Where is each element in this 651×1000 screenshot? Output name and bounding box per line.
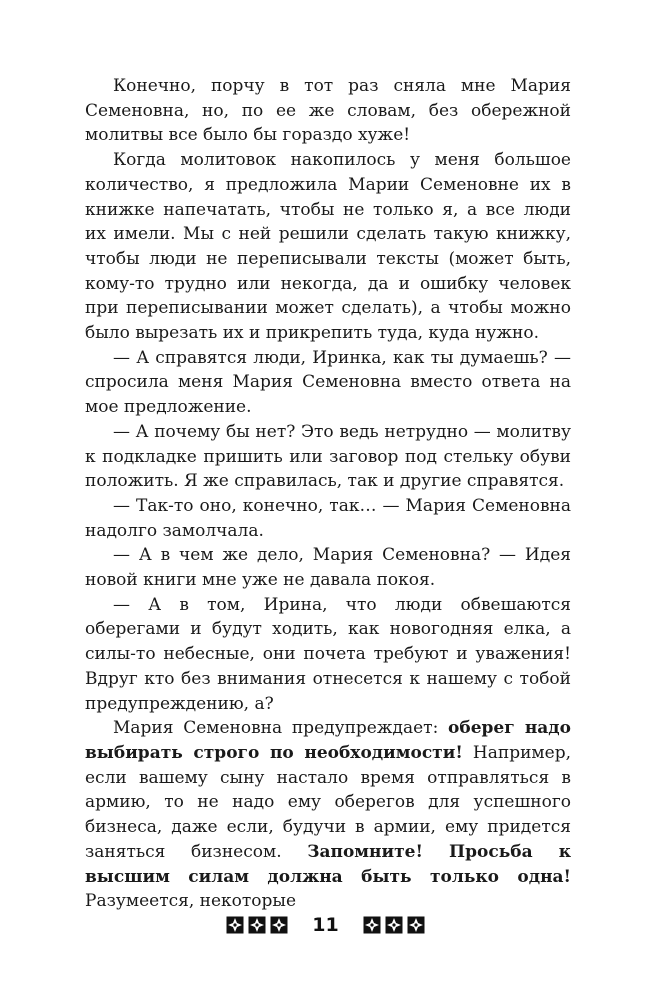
bold-warning-text: оберег надо выбирать строго по необходимости!: [85, 718, 571, 763]
text-run: Конечно, порчу в тот раз сняла мне Мария Семеновна, но, по ее же словам, без обережной молитвы все было бы гораздо хуже!: [85, 76, 571, 146]
paragraph: [85, 593, 571, 717]
paragraph: [85, 74, 571, 148]
text-run: — Так-то оно, конечно, так… — Мария Семеновна надолго замолчала.: [85, 495, 571, 541]
ornamental-square-icon: [226, 916, 244, 934]
ornamental-square-icon: [363, 916, 381, 934]
page-number: 11: [312, 914, 339, 936]
ornamental-square-icon: [407, 916, 425, 934]
paragraph: [85, 543, 571, 592]
paragraph-with-emphasis: [85, 716, 571, 914]
ornamental-square-icon: [385, 916, 403, 934]
text-run: Разумеется, некоторые: [85, 891, 297, 912]
text-run: — А в чем же дело, Мария Семеновна? — Идея новой книги мне уже не давала покоя.: [85, 545, 571, 591]
paragraph: [85, 494, 571, 543]
bold-warning-text: Запомните! Просьба к высшим силам должна быть только одна!: [85, 841, 571, 887]
paragraph: [85, 420, 571, 494]
paragraph: [85, 148, 571, 346]
text-run: — А в том, Ирина, что люди обвешаются оберегами и будут ходить, как новогодняя елка, а силы-то небесные, они почета требуют и уважения! Вдруг кто без внимания отнесется к нашему с тобой предупреждению, а?: [85, 594, 571, 714]
ornament-group-right: [363, 916, 425, 934]
text-run: — А почему бы нет? Это ведь нетрудно — молитву к подкладке пришить или заговор под стельку обуви положить. Я же справилась, так и другие справятся.: [85, 421, 571, 492]
text-run: Когда молитовок накопилось у меня большое количество, я предложила Марии Семеновне их в книжке напечатать, чтобы не только я, а все люди их имели. Мы с ней решили сделать такую книжку, чтобы люди не переписывали тексты (может быть, кому-то трудно или некогда, да и ошибку человек при переписывании может сделать), а чтобы можно было вырезать их и прикрепить туда, куда нужно.: [85, 150, 571, 344]
text-run: Мария Семеновна предупреждает:: [113, 718, 449, 739]
ornamental-square-icon: [248, 916, 266, 934]
page-body: [85, 74, 571, 914]
page-footer: [0, 914, 651, 936]
ornament-group-left: [226, 916, 288, 934]
ornamental-square-icon: [270, 916, 288, 934]
text-run: — А справятся люди, Иринка, как ты думаешь? — спросила меня Мария Семеновна вместо ответа на мое предложение.: [85, 347, 571, 418]
paragraph: [85, 346, 571, 420]
text-run: Например, если вашему сыну настало время отправляться в армию, то не надо ему оберегов для успешного бизнеса, даже если, будучи в армии, ему придется заняться бизнесом.: [85, 742, 572, 862]
